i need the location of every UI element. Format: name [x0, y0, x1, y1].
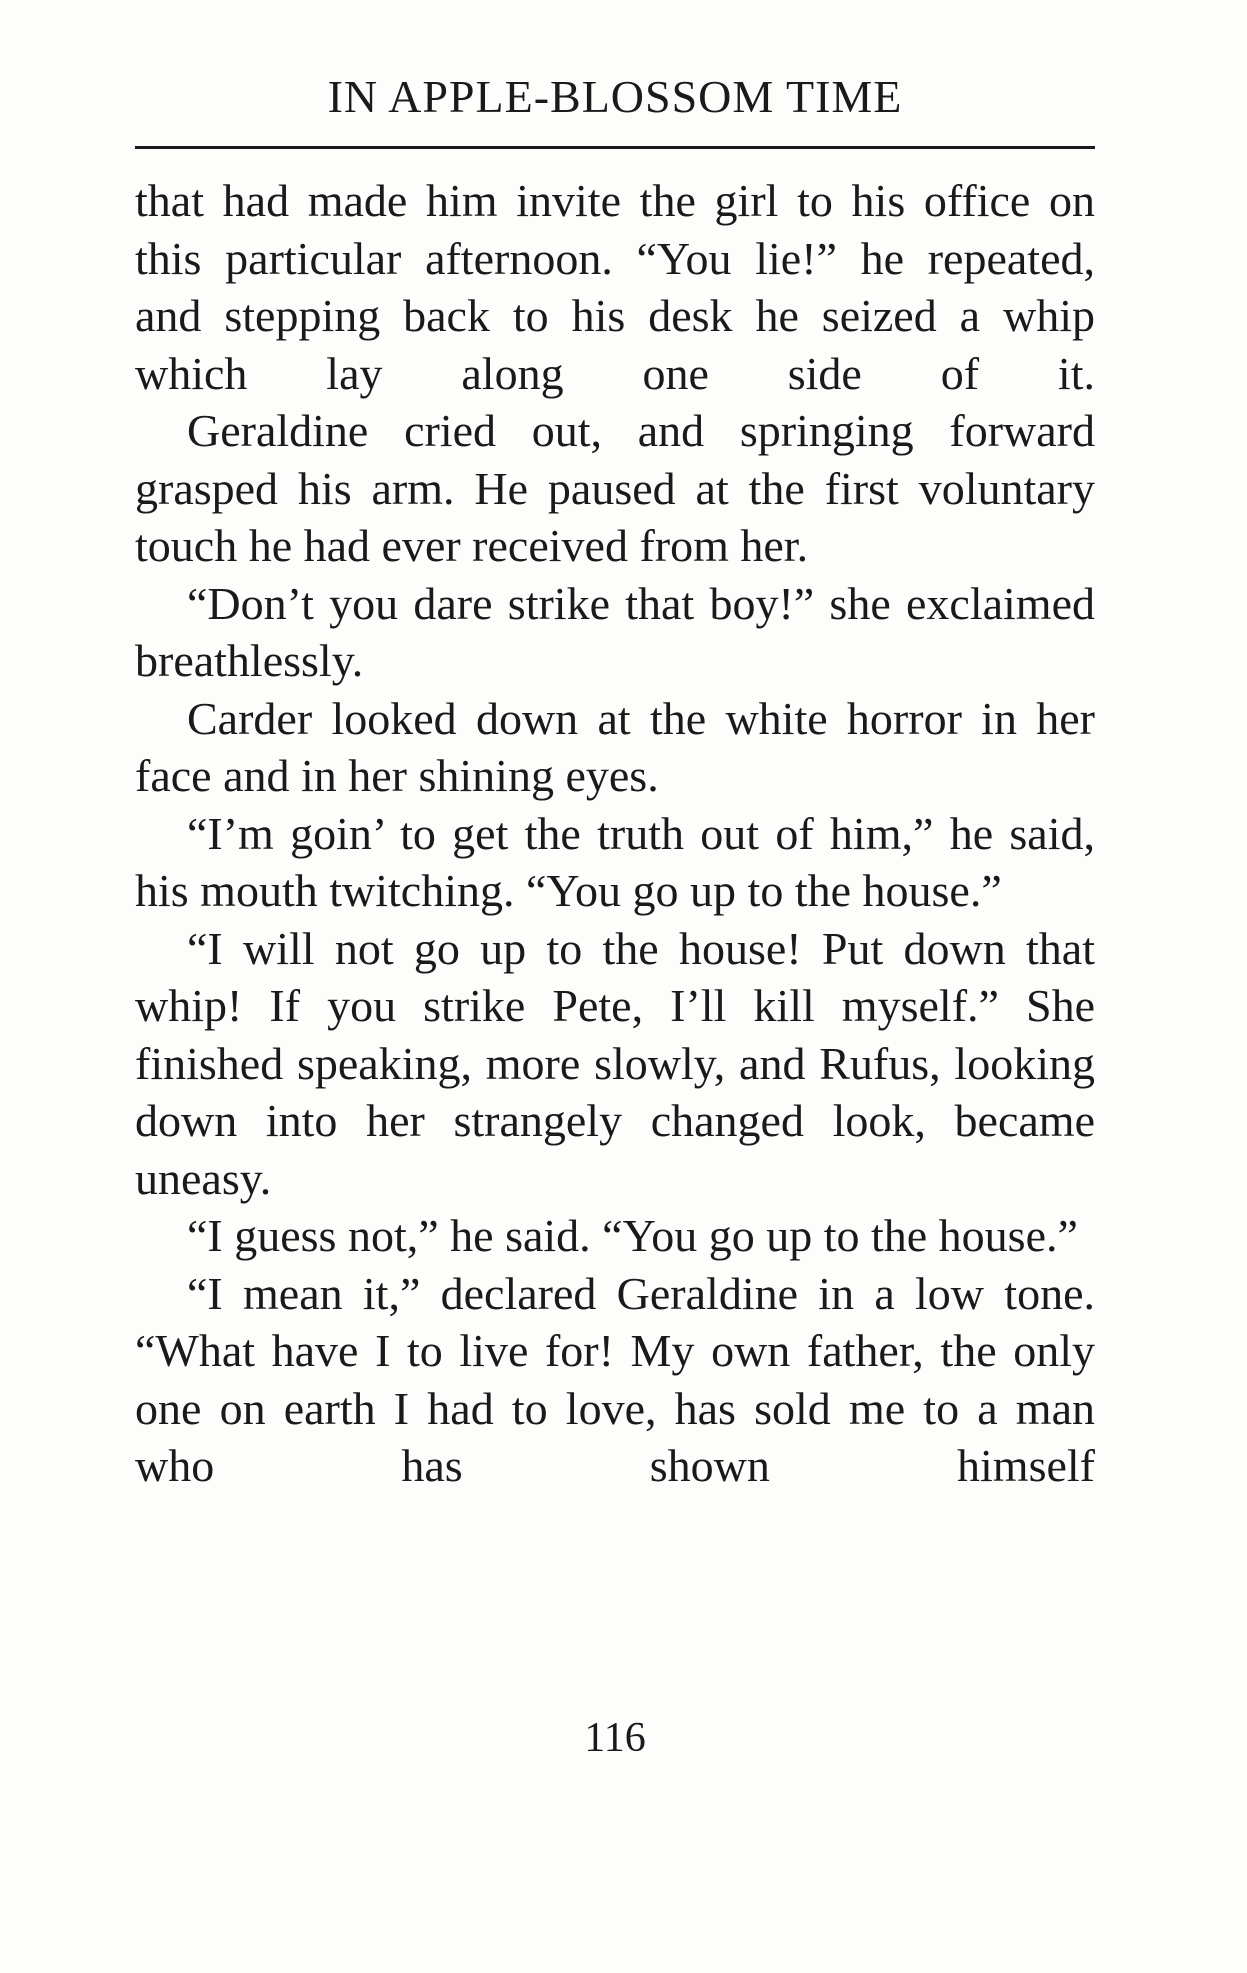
paragraph: “I’m goin’ to get the truth out of him,” he said, his mouth twitching. “You go up to the house.” — [135, 807, 1095, 916]
page-number: 116 — [584, 1715, 646, 1761]
paragraph: “Don’t you dare strike that boy!” she exclaimed breathlessly. — [135, 577, 1095, 686]
running-head: IN APPLE-BLOSSOM TIME — [327, 71, 903, 122]
paragraph: Carder looked down at the white horror in her face and in her shining eyes. — [135, 692, 1095, 801]
paragraph: “I will not go up to the house! Put down that whip! If you strike Pete, I’ll kill myself.” She finished speaking, more slowly, and Rufus, looking down into her strangely changed look, became uneasy. — [135, 922, 1095, 1204]
paragraph-runs-over: “I mean it,” declared Geraldine in a low tone. “What have I to live for! My own father, the only one on earth I had to love, has sold me to a man who has shown himself — [135, 1267, 1095, 1491]
paragraph: Geraldine cried out, and springing forward grasped his arm. He paused at the first voluntary touch he had ever received from her. — [135, 405, 1095, 571]
header-rule — [135, 146, 1095, 149]
paragraph-continued: that had made him invite the girl to his office on this particular afternoon. “You lie!” he repeated, and stepping back to his desk he seized a whip which lay along one side of it. — [135, 175, 1095, 399]
paragraph: “I guess not,” he said. “You go up to the house.” — [187, 1210, 1078, 1261]
body-text — [135, 172, 1095, 1495]
